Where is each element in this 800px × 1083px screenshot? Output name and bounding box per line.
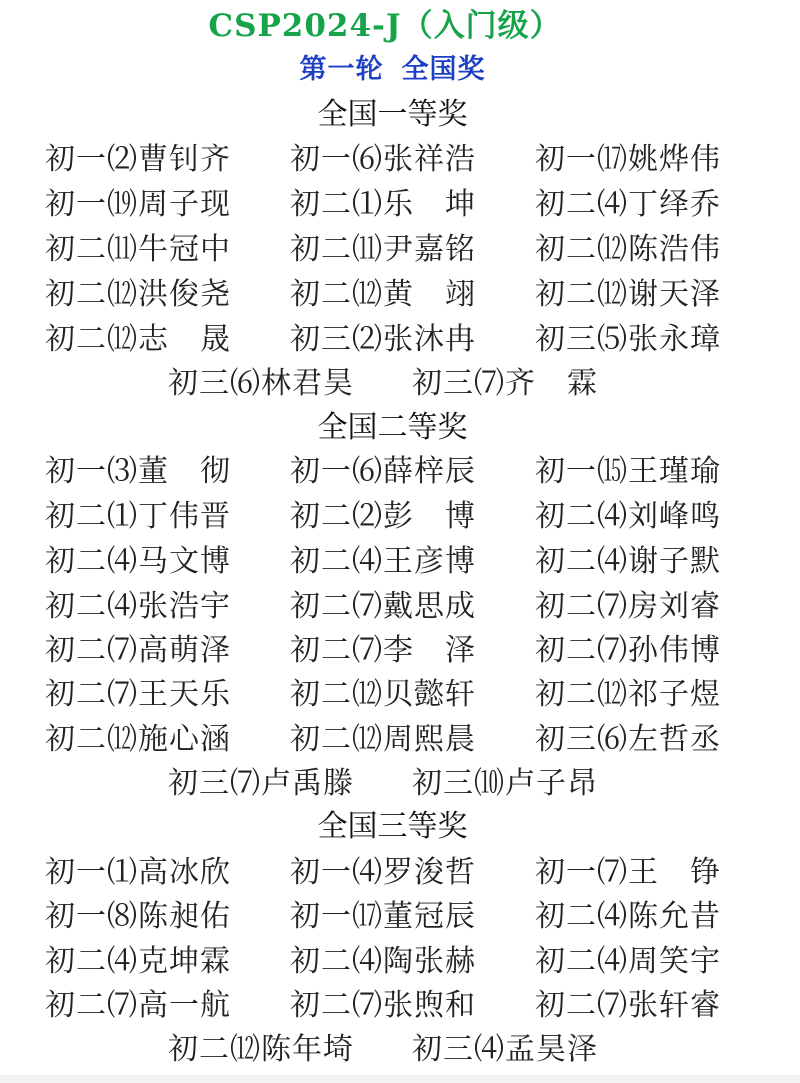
- table-row: [0, 540, 800, 584]
- table-row: [0, 629, 800, 673]
- subtitle-award: 全国奖: [401, 54, 486, 85]
- award-entry: 初二⑷丁绎乔: [535, 187, 721, 222]
- award-entry: 初一⑵曹钊齐: [45, 142, 231, 177]
- table-row: [0, 673, 800, 717]
- table-row: [0, 273, 800, 317]
- page-title: CSP2024-J（入门级）: [208, 8, 562, 44]
- award-entry: 初三⑹左哲丞: [535, 722, 721, 757]
- award-entry: 初二⑷谢子默: [535, 544, 721, 579]
- table-row: [0, 138, 800, 182]
- table-row: [0, 450, 800, 494]
- award-entry: 初二⑷陈允昔: [535, 899, 721, 934]
- table-row: [0, 984, 800, 1028]
- bottom-divider: [0, 1075, 800, 1083]
- award-entry: 初三⑵张沐冉: [290, 322, 476, 357]
- award-entry: 初一⑷罗浚哲: [290, 855, 476, 890]
- table-row: [0, 895, 800, 939]
- award-entry: 初二⑺李 泽: [290, 633, 476, 668]
- subtitle-round: 第一轮: [299, 54, 384, 85]
- award-entry: 初一⑹薛梓辰: [290, 454, 476, 489]
- award-entry: 初二⑿陈浩伟: [535, 232, 721, 267]
- award-entry: 初二⑿陈年埼: [168, 1032, 354, 1067]
- award-entry: 初二⑿洪俊尧: [45, 277, 231, 312]
- table-row: [0, 851, 800, 895]
- table-row: [0, 495, 800, 539]
- award-entry: 初一⒂王瑾瑜: [535, 454, 721, 489]
- award-entry: 初二⑺高萌泽: [45, 633, 231, 668]
- table-row: [0, 318, 800, 362]
- award-entry: 初二⑺王天乐: [45, 677, 231, 712]
- award-entry: 初二⑷刘峰鸣: [535, 499, 721, 534]
- table-row: [0, 228, 800, 272]
- award-entry: 初二⑺戴思成: [290, 589, 476, 624]
- award-entry: 初二⑷马文博: [45, 544, 231, 579]
- award-entry: 初二⑺房刘睿: [535, 589, 721, 624]
- award-entry: 初二⑿贝懿轩: [290, 677, 476, 712]
- award-entry: 初二⑷陶张赫: [290, 944, 476, 979]
- section-heading-third-prize: 全国三等奖: [317, 809, 468, 844]
- award-entry: 初三⑽卢子昂: [412, 766, 598, 801]
- award-entry: 初二⑴丁伟晋: [45, 499, 231, 534]
- page-subtitle: [0, 50, 785, 90]
- award-entry: 初二⑿谢天泽: [535, 277, 721, 312]
- award-entry: 初二⑷克坤霖: [45, 944, 231, 979]
- award-entry: 初二⑿施心涵: [45, 722, 231, 757]
- award-entry: 初二⑿黄 翊: [290, 277, 476, 312]
- award-entry: 初二⑴乐 坤: [290, 187, 476, 222]
- award-entry: 初一⑶董 彻: [45, 454, 231, 489]
- award-entry: 初一⒄姚烨伟: [535, 142, 721, 177]
- section-heading-second-prize: 全国二等奖: [317, 410, 468, 445]
- award-entry: 初一⑹张祥浩: [290, 142, 476, 177]
- award-entry: 初三⑷孟昊泽: [412, 1032, 598, 1067]
- award-entry: 初二⑵彭 博: [290, 499, 476, 534]
- award-entry: 初二⑷周笑宇: [535, 944, 721, 979]
- award-entry: 初二⑾尹嘉铭: [290, 232, 476, 267]
- award-entry: 初一⒄董冠辰: [290, 899, 476, 934]
- table-row: [0, 762, 800, 806]
- award-entry: 初二⑺张煦和: [290, 988, 476, 1023]
- table-row: [0, 362, 800, 406]
- award-entry: 初一⑴高冰欣: [45, 855, 231, 890]
- award-entry: 初三⑺齐 霖: [412, 366, 598, 401]
- table-row: [0, 718, 800, 762]
- award-entry: 初二⑺孙伟博: [535, 633, 721, 668]
- award-entry: 初二⑺高一航: [45, 988, 231, 1023]
- table-row: [0, 585, 800, 629]
- award-entry: 初三⑸张永璋: [535, 322, 721, 357]
- award-entry: 初二⑿周熙晨: [290, 722, 476, 757]
- award-entry: 初二⑾牛冠中: [45, 232, 231, 267]
- table-row: [0, 940, 800, 984]
- award-entry: 初一⑻陈昶佑: [45, 899, 231, 934]
- award-entry: 初三⑹林君昊: [168, 366, 354, 401]
- section-heading-first-prize: 全国一等奖: [317, 97, 468, 132]
- award-entry: 初二⑷张浩宇: [45, 589, 231, 624]
- table-row: [0, 183, 800, 227]
- award-entry: 初二⑺张轩睿: [535, 988, 721, 1023]
- award-entry: 初一⑺王 铮: [535, 855, 721, 890]
- award-entry: 初三⑺卢禹滕: [168, 766, 354, 801]
- award-entry: 初二⑿祁子煜: [535, 677, 721, 712]
- table-row: [0, 1028, 800, 1072]
- award-entry: 初二⑷王彦博: [290, 544, 476, 579]
- award-entry: 初二⑿志 晟: [45, 322, 231, 357]
- award-entry: 初一⒆周子现: [45, 187, 231, 222]
